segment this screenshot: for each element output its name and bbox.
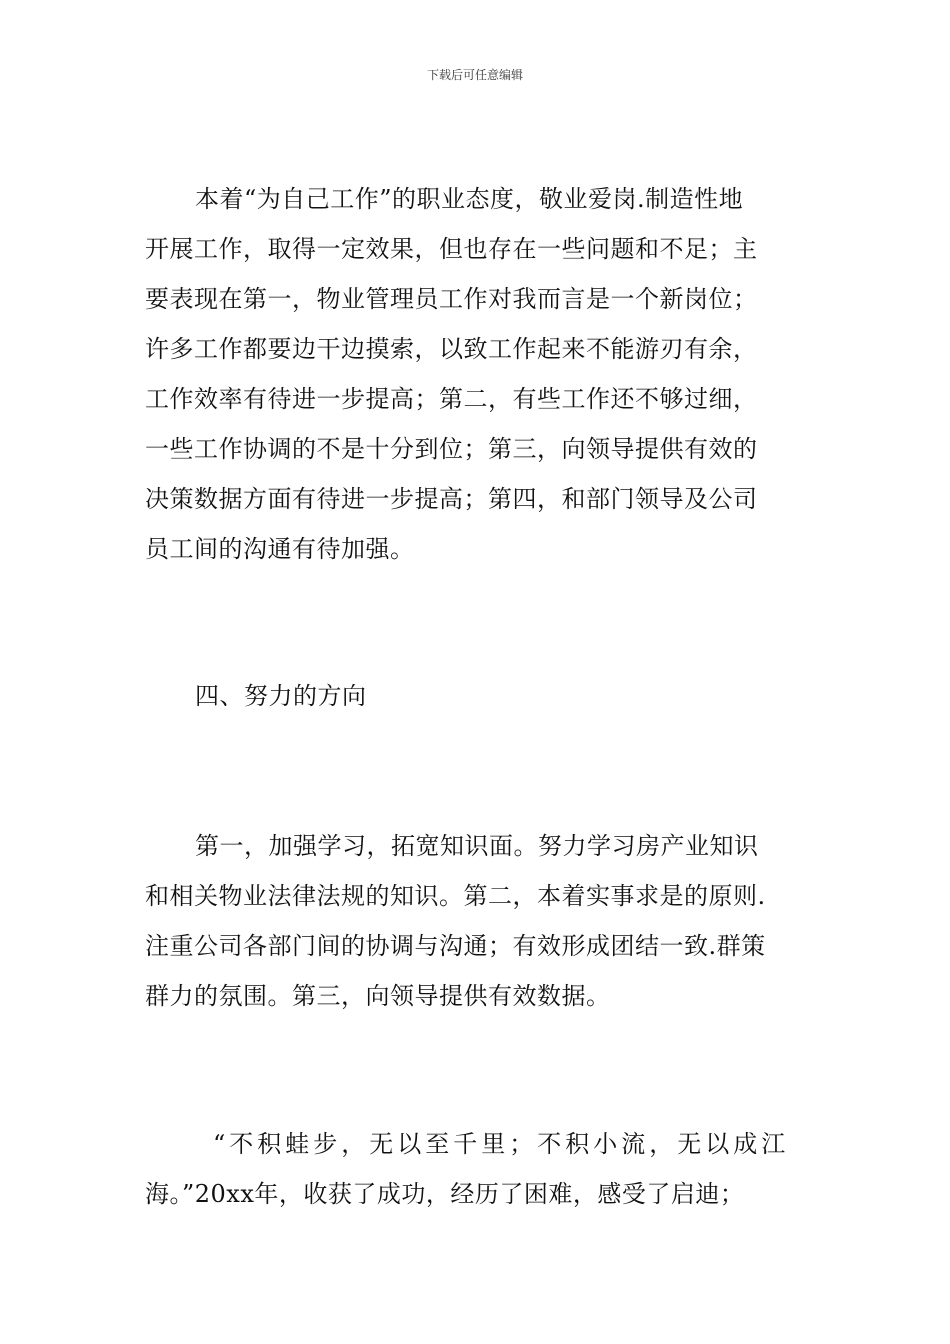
- text-line: 群力的氛围。第三，向领导提供有效数据。: [145, 982, 611, 1010]
- text-line: 海。”20xx年，收获了成功，经历了困难，感受了启迪；: [145, 1180, 745, 1208]
- text-line: 要表现在第一，物业管理员工作对我而言是一个新岗位；: [145, 285, 758, 313]
- text-line: 开展工作，取得一定效果，但也存在一些问题和不足；主: [145, 235, 758, 263]
- text-line: 决策数据方面有待进一步提高；第四，和部门领导及公司: [145, 485, 758, 513]
- text-line: 员工间的沟通有待加强。: [145, 535, 415, 563]
- paragraph-self-assessment: [145, 174, 810, 574]
- text-line: 注重公司各部门间的协调与沟通；有效形成团结一致.群策: [145, 932, 766, 960]
- paragraph-closing: [145, 1119, 810, 1219]
- text-line: “不积蛙步，无以至千里；不积小流，无以成江: [213, 1130, 790, 1158]
- text-line: 第一，加强学习，拓宽知识面。努力学习房产业知识: [195, 832, 759, 860]
- text-line: 工作效率有待进一步提高；第二，有些工作还不够过细，: [145, 385, 758, 413]
- section-heading: [145, 671, 810, 721]
- paragraph-directions: [145, 821, 810, 1021]
- text-line: 一些工作协调的不是十分到位；第三，向领导提供有效的: [145, 435, 758, 463]
- page-header-watermark: 下载后可任意编辑: [426, 68, 523, 82]
- section-heading-text: 四、努力的方向: [195, 682, 367, 710]
- text-line: 和相关物业法律法规的知识。第二，本着实事求是的原则.: [145, 882, 766, 910]
- text-line: 本着“为自己工作”的职业态度，敬业爱岗.制造性地: [195, 185, 744, 213]
- text-line: 许多工作都要边干边摸索，以致工作起来不能游刃有余，: [145, 335, 758, 363]
